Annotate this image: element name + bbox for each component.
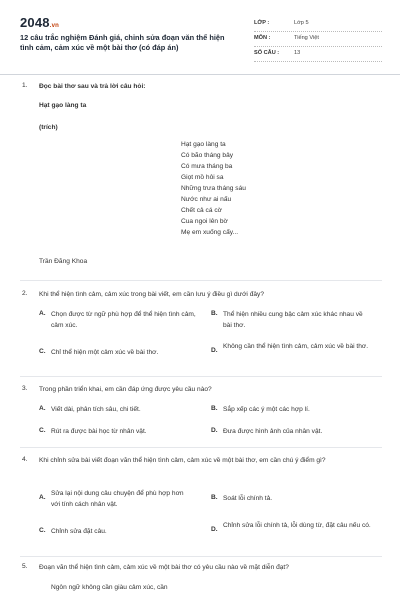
meta-value: 13 <box>294 50 301 57</box>
poem-line: Cua ngoi lên bờ <box>181 218 228 225</box>
option-letter: C. <box>39 427 46 434</box>
question-divider <box>20 280 382 281</box>
question-text: Đoạn văn thể hiện tình cảm, cảm xúc về một bài thơ có yêu cầu nào về mặt diễn đạt? <box>39 564 289 571</box>
poem-line: Nước như ai nấu <box>181 196 232 203</box>
meta-key: LỚP : <box>254 20 270 27</box>
meta-key: SỐ CÂU : <box>254 50 280 57</box>
question-number: 5. <box>22 563 28 570</box>
option-text: Rút ra được bài học từ nhân vật. <box>51 428 147 435</box>
option-b[interactable] <box>211 494 379 505</box>
poem-line: Chết cả cá cờ <box>181 207 222 214</box>
option-letter: C. <box>39 348 46 355</box>
poem-line: Giọt mồ hôi sa <box>181 174 224 181</box>
meta-row-subject <box>254 32 382 47</box>
option-letter: D. <box>211 347 218 354</box>
meta-row-count <box>254 47 382 62</box>
logo-suffix: .vn <box>49 23 60 29</box>
option-text: Ngôn ngữ không cần giàu cảm xúc, cần <box>51 584 168 591</box>
header <box>20 14 382 64</box>
site-logo[interactable] <box>20 14 59 32</box>
meta-box <box>254 17 382 62</box>
option-text: Sửa lại nội dung câu chuyện để phù hợp hơn với tính cách nhân vật. <box>51 490 184 508</box>
question-5 <box>22 563 380 599</box>
option-c[interactable] <box>39 427 199 438</box>
option-text: Thể hiện nhiều cung bậc cảm xúc khác nhau về bài thơ. <box>223 311 363 329</box>
option-a[interactable] <box>39 489 199 510</box>
option-text: Chỉnh sửa lỗi chính tả, lỗi dùng từ, đặt câu nếu có. <box>223 522 371 529</box>
option-text: Viết dài, phân tích sâu, chi tiết. <box>51 406 141 413</box>
poem-line: Hạt gạo làng ta <box>181 141 226 148</box>
option-text: Sắp xếp các ý một các hợp lí. <box>223 406 310 413</box>
option-b[interactable] <box>211 405 379 416</box>
option-letter: D. <box>211 427 218 434</box>
option-d[interactable] <box>211 342 379 356</box>
option-a[interactable] <box>39 583 199 594</box>
option-d[interactable] <box>211 521 379 535</box>
option-letter: D. <box>211 526 218 533</box>
poem-note: (trích) <box>39 124 58 131</box>
meta-key: MÔN : <box>254 35 271 42</box>
option-text: Đưa được hình ảnh của nhân vật. <box>223 428 323 435</box>
header-divider <box>0 74 400 75</box>
option-text: Không cần thể hiện tình cảm, cảm xúc về bài thơ. <box>223 343 369 350</box>
option-text: Chọn được từ ngữ phù hợp để thể hiện tình cảm, cảm xúc. <box>51 311 196 329</box>
meta-row-grade <box>254 17 382 32</box>
question-divider <box>20 556 382 557</box>
question-number: 2. <box>22 290 28 297</box>
logo-main: 2048 <box>20 15 50 30</box>
question-number: 3. <box>22 385 28 392</box>
option-text: Soát lỗi chính tả. <box>223 495 273 502</box>
poem-line: Mẹ em xuống cấy... <box>181 229 239 236</box>
option-b[interactable] <box>211 310 379 331</box>
poem-line: Có mưa tháng ba <box>181 163 233 170</box>
option-a[interactable] <box>39 405 199 416</box>
option-letter: A. <box>39 494 46 501</box>
question-text: Khi chỉnh sửa bài viết đoạn văn thể hiện tình cảm, cảm xúc về một bài thơ, em cần chú ý điểm gì? <box>39 457 326 464</box>
question-divider <box>20 447 382 448</box>
option-text: Chỉnh sửa đặt câu. <box>51 528 107 535</box>
option-letter: C. <box>39 527 46 534</box>
option-c[interactable] <box>39 348 199 359</box>
question-prompt: Đọc bài thơ sau và trả lời câu hỏi: <box>39 83 146 90</box>
question-3 <box>22 385 380 445</box>
question-text: Trong phần triển khai, em cần đáp ứng được yêu cầu nào? <box>39 386 212 393</box>
option-text: Chỉ thể hiện một cảm xúc về bài thơ. <box>51 349 159 356</box>
question-number: 1. <box>22 82 28 89</box>
poem-title: Hạt gạo làng ta <box>39 102 87 109</box>
option-letter: B. <box>211 405 218 412</box>
option-d[interactable] <box>211 427 379 438</box>
question-text: Khi thể hiện tình cảm, cảm xúc trong bài viết, em cần lưu ý điều gì dưới đây? <box>39 291 264 298</box>
option-letter: B. <box>211 494 218 501</box>
question-divider <box>20 376 382 377</box>
question-number: 4. <box>22 456 28 463</box>
option-letter: A. <box>39 310 46 317</box>
option-letter: A. <box>39 405 46 412</box>
option-letter <box>39 583 51 594</box>
poem-line: Những trưa tháng sáu <box>181 185 246 192</box>
question-1 <box>22 82 380 272</box>
poem-author: Trần Đăng Khoa <box>39 258 88 265</box>
question-4 <box>22 456 380 554</box>
option-a[interactable] <box>39 310 199 331</box>
question-2 <box>22 290 380 370</box>
meta-value: Tiếng Việt <box>294 35 319 42</box>
poem-line: Có bão tháng bảy <box>181 152 234 159</box>
option-letter: B. <box>211 310 218 317</box>
meta-value: Lớp 5 <box>294 20 309 27</box>
option-c[interactable] <box>39 527 199 538</box>
worksheet-title: 12 câu trắc nghiệm Đánh giá, chỉnh sửa đoạn văn thể hiện tình cảm, cảm xúc về một bài thơ (có đáp án) <box>20 33 225 53</box>
